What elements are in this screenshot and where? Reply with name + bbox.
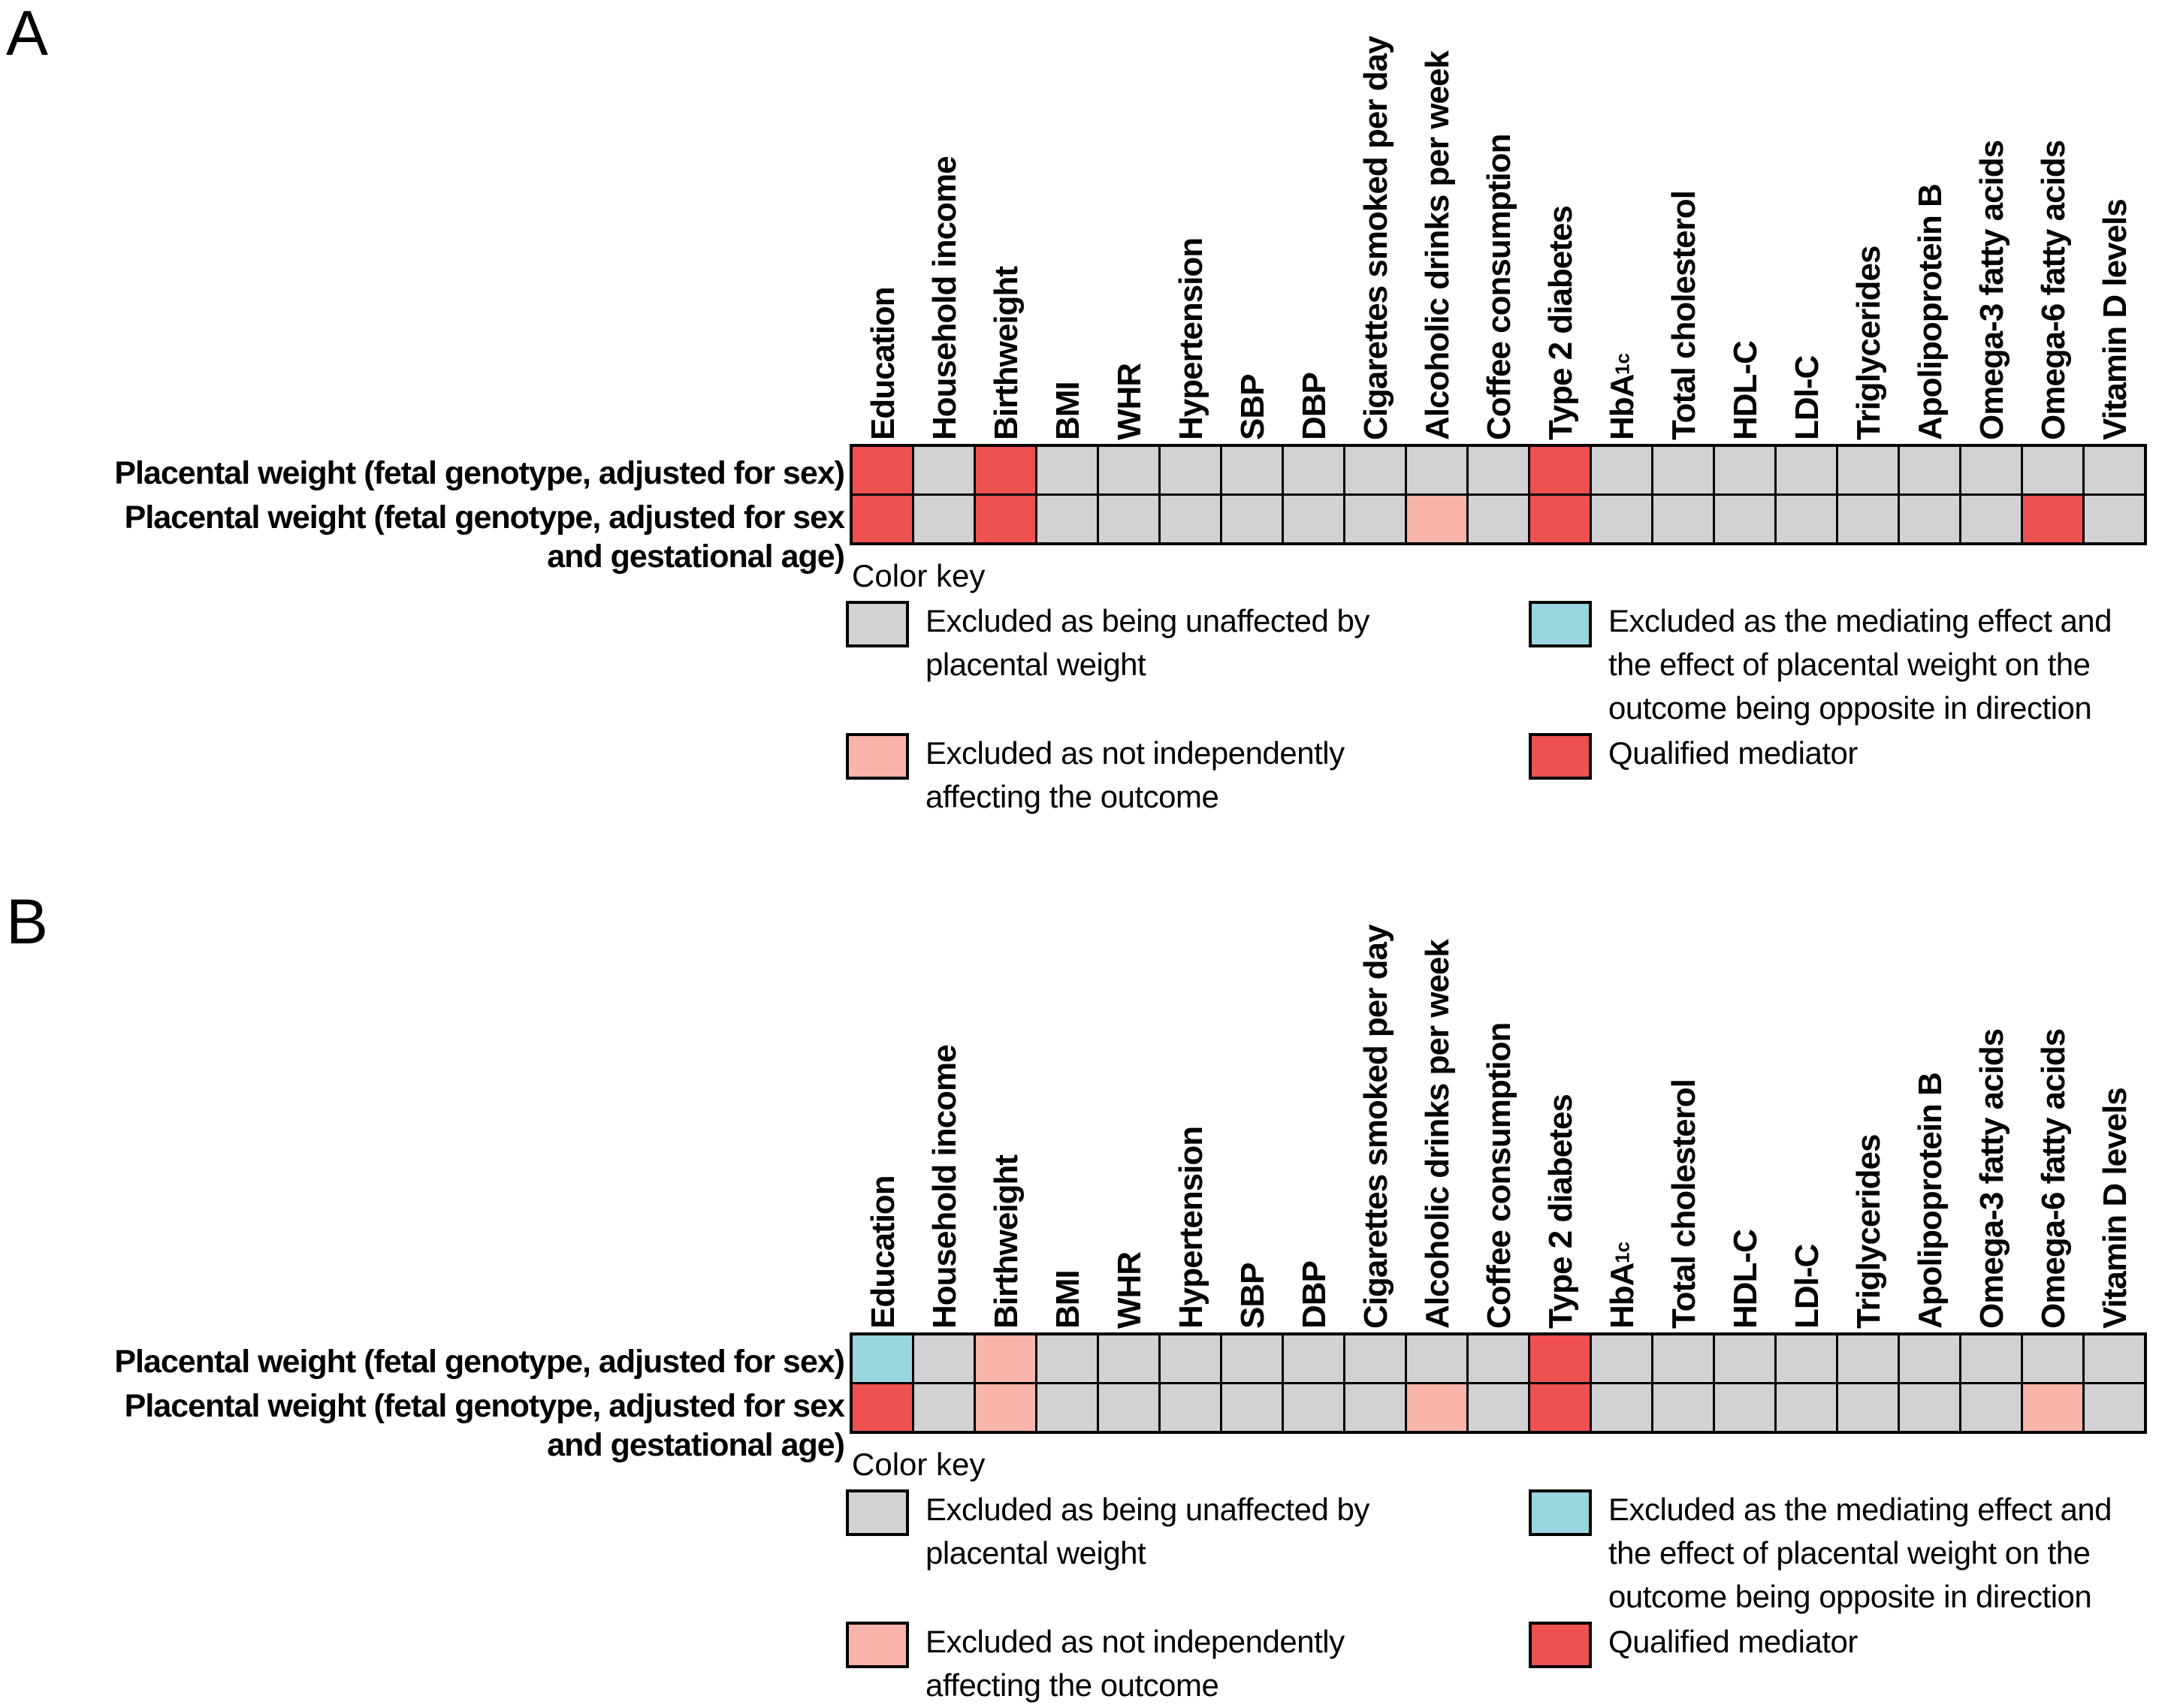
heatmap-cell [1345,447,1405,493]
row-label-line: Placental weight (fetal genotype, adjusted for sex [124,499,844,536]
column-header [853,0,914,440]
heatmap-cell [1961,1335,2021,1382]
column-header-text: Birthweight [988,267,1025,440]
column-header-text: SBP [1234,1263,1271,1329]
heatmap-cell [2085,1335,2144,1382]
heatmap-cell [1592,1384,1651,1431]
heatmap-cell [1407,447,1466,493]
column-header [1530,889,1592,1329]
column-header [1099,889,1161,1329]
heatmap-cell [1345,1384,1405,1431]
heatmap-cell [1099,447,1158,493]
heatmap-cell [1653,496,1713,542]
heatmap-cell [1961,1384,2021,1431]
heatmap-cell [1469,496,1528,542]
column-header [1653,0,1715,440]
heatmap-cell [1530,1384,1590,1431]
heatmap-cell [1284,496,1343,542]
heatmap-cell [1653,447,1713,493]
legend-text-line: Excluded as being unaffected by [925,1492,1369,1527]
heatmap-cell [1653,1335,1713,1382]
row-label [0,498,844,576]
column-header-text: Omega-3 fatty acids [1973,1028,2010,1329]
column-header [1284,0,1345,440]
column-header [1900,0,1961,440]
column-header-text: BMI [1049,382,1086,440]
legend-swatch-gray [846,601,909,647]
row-label-text: Placental weight (fetal genotype, adjusted for sex) [114,1343,844,1380]
legend-text-line: Excluded as being unaffected by [925,603,1369,638]
column-header [1715,0,1777,440]
legend-text-line: outcome being opposite in direction [1608,690,2092,726]
heatmap-cell [914,496,974,542]
column-header-text: Omega-6 fatty acids [2035,1028,2072,1329]
legend-text-line: placental weight [925,647,1146,682]
column-header [1715,889,1777,1329]
heatmap-cell [1715,496,1774,542]
column-header [1161,889,1222,1329]
column-header [1037,889,1099,1329]
heatmap-cell [853,447,912,493]
legend-swatch-red [1529,733,1592,780]
heatmap-cell [1900,1335,1959,1382]
column-header [1469,889,1530,1329]
column-header [914,0,976,440]
column-header [976,0,1037,440]
column-header [1407,889,1469,1329]
column-header [1099,0,1161,440]
heatmap-cell [1592,496,1651,542]
column-header [2023,0,2085,440]
legend-text-line: Excluded as the mediating effect and [1608,603,2112,638]
column-headers [853,0,2146,440]
panel-a [0,0,2162,819]
column-header-text: Household income [926,1045,963,1329]
heatmap-cell [976,447,1035,493]
column-header [1222,889,1284,1329]
legend-text [1608,732,1858,775]
column-header-text: Hypertension [1173,237,1209,440]
heatmap-cell [1838,447,1898,493]
column-header: HbA 1c [1604,1241,1641,1329]
legend-text-line: the effect of placental weight on the [1608,647,2091,682]
heatmap-cell [1407,1335,1466,1382]
heatmap-cell [1037,496,1097,542]
column-header-text: Household income [926,156,963,440]
heatmap-cell [853,1384,912,1431]
heatmap-cell [1407,496,1466,542]
column-header-text: Education [865,287,901,440]
heatmap-cell [1715,447,1774,493]
column-header [1530,0,1592,440]
heatmap-cell [1838,1384,1898,1431]
column-header [1838,0,1900,440]
row-label [0,447,844,499]
heatmap-cell [914,1384,974,1431]
column-header [976,889,1037,1329]
legend-swatch-pink [846,733,909,780]
panel-label-b: B [6,886,49,957]
column-header-text: Alcoholic drinks per week [1419,51,1456,440]
heatmap-cell [1900,496,1959,542]
heatmap-cell [1284,1335,1343,1382]
row-label-line: and gestational age) [547,539,844,575]
heatmap-cell [1161,1384,1220,1431]
column-headers [853,889,2146,1329]
heatmap-cell [1530,496,1590,542]
column-header [1345,889,1407,1329]
legend-text-line: Qualified mediator [1608,1624,1858,1659]
legend-text [925,732,1345,819]
heatmap-cell [1961,496,2021,542]
column-header-text: WHR [1111,1251,1148,1329]
column-header [1900,889,1961,1329]
heatmap-cell [2085,447,2144,493]
heatmap-cell [1469,447,1528,493]
column-header-text: Type 2 diabetes [1542,206,1579,440]
heatmap-cell [1653,1384,1713,1431]
column-header-text: Triglycerides [1850,1134,1887,1329]
column-header [914,889,976,1329]
heatmap-cell [914,447,974,493]
heatmap-cell [1777,1384,1836,1431]
column-header-text: Alcoholic drinks per week [1419,940,1456,1329]
column-header-text: HDL-C [1727,341,1764,440]
heatmap-grid [850,444,2147,545]
row-label [0,1387,844,1465]
column-header-text: Birthweight [988,1155,1025,1329]
legend-text-line: placental weight [925,1535,1146,1571]
heatmap-cell [1777,447,1836,493]
heatmap-cell [1161,1335,1220,1382]
heatmap-cell [1469,1384,1528,1431]
column-header [1961,0,2023,440]
heatmap-cell [1099,1335,1158,1382]
heatmap-cell [1222,1335,1282,1382]
heatmap-cell [1715,1384,1774,1431]
column-header-text: HDL-C [1727,1230,1764,1329]
row-label-line: Placental weight (fetal genotype, adjusted for sex [124,1388,844,1424]
column-header [1777,889,1838,1329]
column-header-text: Coffee consumption [1481,134,1517,440]
column-header-text: Total cholesterol [1665,1079,1702,1329]
heatmap-cell [1284,447,1343,493]
column-header [1037,0,1099,440]
row-label-line: and gestational age) [547,1427,844,1463]
column-header [1469,0,1530,440]
column-header-subscript: 1c [1611,352,1634,375]
heatmap-cell [853,496,912,542]
column-header [1838,889,1900,1329]
column-header [1161,0,1222,440]
legend-text [925,1620,1345,1707]
legend-text-line: affecting the outcome [925,1667,1219,1703]
column-header-text: Coffee consumption [1481,1022,1517,1329]
heatmap-cell [1345,1335,1405,1382]
column-header-subscript: 1c [1611,1241,1634,1263]
column-header-text: Cigarettes smoked per day [1357,925,1394,1329]
column-header-text: Triglycerides [1850,246,1887,440]
color-key-title: Color key [852,1447,986,1482]
column-header-text: Vitamin D levels [2097,1088,2133,1329]
heatmap-cell [1838,496,1898,542]
heatmap-cell [1161,447,1220,493]
column-header [2023,889,2085,1329]
heatmap-cell [1777,496,1836,542]
panel-b [0,886,2162,1708]
legend-text-line: outcome being opposite in direction [1608,1579,2092,1614]
heatmap-cell [1900,1384,1959,1431]
column-header-text: Apolipoprotein B [1912,1073,1949,1329]
legend-text [925,599,1369,687]
column-header-text: SBP [1234,374,1271,440]
column-header-text: LDl-C [1789,355,1825,440]
legend-text-line: Excluded as not independently [925,735,1345,771]
column-header-text: Omega-6 fatty acids [2035,140,2072,440]
heatmap-cell [1284,1384,1343,1431]
legend-swatch-cyan [1529,1489,1592,1536]
legend-text [1608,1488,2112,1619]
heatmap-cell [2023,447,2082,493]
heatmap-cell [1037,1384,1097,1431]
column-header [2085,0,2146,440]
heatmap-cell [1099,496,1158,542]
legend-text [1608,599,2112,730]
legend-text-line: affecting the outcome [925,779,1219,814]
column-header [1961,889,2023,1329]
row-label [0,1335,844,1388]
heatmap-cell [1222,447,1282,493]
heatmap-cell [1099,1384,1158,1431]
legend-swatch-cyan [1529,601,1592,647]
column-header [1345,0,1407,440]
column-header-text: Apolipoprotein B [1912,184,1949,440]
column-header [2085,889,2146,1329]
heatmap-cell [1715,1335,1774,1382]
heatmap-cell [1530,1335,1590,1382]
heatmap-cell [853,1335,912,1382]
heatmap-cell [2023,1335,2082,1382]
heatmap-cell [1900,447,1959,493]
column-header: HbA 1c [1604,352,1641,440]
column-header [1407,0,1469,440]
heatmap-cell [976,496,1035,542]
column-header-text: LDl-C [1789,1244,1825,1329]
heatmap-cell [1037,1335,1097,1382]
legend-text-line: Excluded as not independently [925,1624,1345,1659]
color-key-title: Color key [852,558,986,593]
legend-swatch-pink [846,1622,909,1668]
column-header [1653,889,1715,1329]
heatmap-cell [1161,496,1220,542]
column-header-text: Education [865,1175,901,1329]
column-header [1777,0,1838,440]
column-header-text: Omega-3 fatty acids [1973,140,2010,440]
column-header-text: DBP [1296,373,1333,440]
column-header-text: Vitamin D levels [2097,199,2133,440]
column-header [1284,889,1345,1329]
heatmap-cell [1407,1384,1466,1431]
heatmap-cell [2023,496,2082,542]
heatmap-cell [1222,1384,1282,1431]
legend-text [925,1488,1369,1575]
heatmap-cell [1037,447,1097,493]
heatmap-cell [2085,496,2144,542]
heatmap-cell [2023,1384,2082,1431]
heatmap-cell [1222,496,1282,542]
panel-label-a: A [6,0,49,68]
legend-swatch-gray [846,1489,909,1536]
heatmap-cell [1592,447,1651,493]
heatmap-cell [976,1384,1035,1431]
heatmap-cell [1838,1335,1898,1382]
heatmap-cell [1345,496,1405,542]
legend-text-line: Qualified mediator [1608,735,1858,771]
legend-text [1608,1620,1858,1664]
heatmap-cell [976,1335,1035,1382]
heatmap-cell [1961,447,2021,493]
legend-text-line: Excluded as the mediating effect and [1608,1492,2112,1527]
column-header [1222,0,1284,440]
heatmap-grid [850,1332,2147,1434]
legend-text-line: the effect of placental weight on the [1608,1535,2091,1571]
legend-swatch-red [1529,1622,1592,1668]
column-header-text: DBP [1296,1261,1333,1329]
heatmap-cell [1592,1335,1651,1382]
heatmap-cell [1530,447,1590,493]
column-header-text: Cigarettes smoked per day [1357,36,1394,440]
column-header [853,889,914,1329]
column-header-text: BMI [1049,1270,1086,1329]
heatmap-cell [1469,1335,1528,1382]
heatmap-cell [914,1335,974,1382]
column-header-text: Hypertension [1173,1126,1209,1329]
column-header-text: WHR [1111,363,1148,440]
column-header-text: Total cholesterol [1665,191,1702,440]
heatmap-cell [2085,1384,2144,1431]
heatmap-cell [1777,1335,1836,1382]
column-header-text: Type 2 diabetes [1542,1094,1579,1329]
row-label-text: Placental weight (fetal genotype, adjusted for sex) [114,454,844,491]
